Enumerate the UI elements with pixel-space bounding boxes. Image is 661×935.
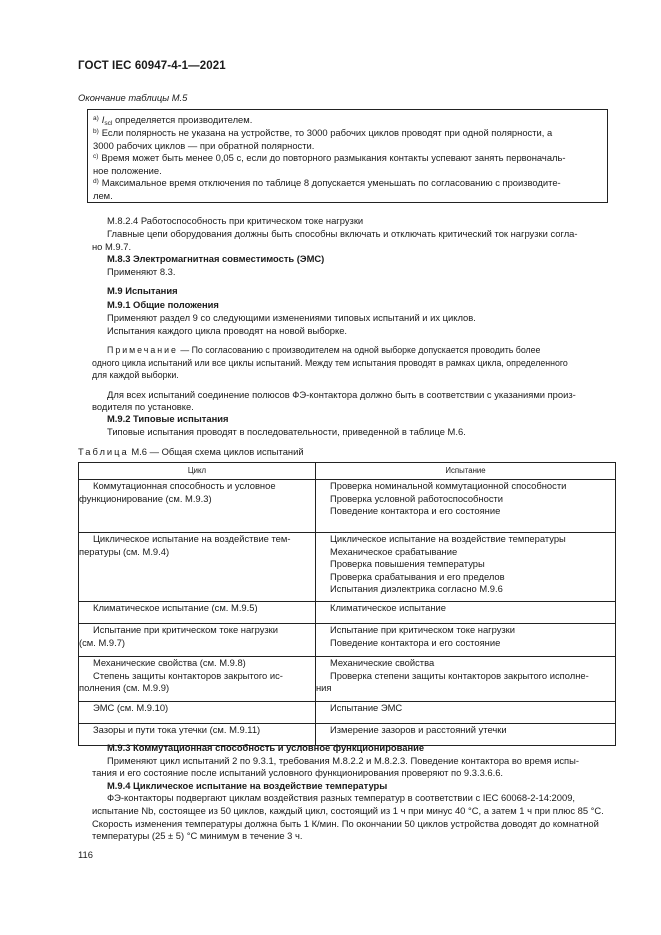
table-row bbox=[79, 533, 616, 602]
footnote-mark: a) bbox=[93, 115, 99, 122]
test-cell: Испытание ЭМС bbox=[316, 702, 616, 724]
section-m9-title: M.9 Испытания bbox=[107, 285, 178, 296]
cycle-cell: ЭМС (см. M.9.10) bbox=[79, 702, 316, 724]
table-row bbox=[79, 480, 616, 533]
test-cell: Циклическое испытание на воздействие температуры Механическое срабатывание Проверка повышения температуры Проверка срабатывания и его пределов Испытания диэлектрика согласно M.9.6 bbox=[316, 533, 616, 602]
footnote-text: Если полярность не указана на устройстве, то 3000 рабочих циклов проводят при одной полярности, а bbox=[101, 127, 553, 138]
cycle-cell: Зазоры и пути тока утечки (см. M.9.11) bbox=[79, 724, 316, 746]
paragraph-line: Скорость изменения температуры должна быть 1 К/мин. По окончании 50 циклов устройства доводят до комнатной bbox=[92, 818, 599, 829]
test-cell: Испытание при критическом токе нагрузки Поведение контактора и его состояние bbox=[316, 624, 616, 657]
test-cell: Климатическое испытание bbox=[316, 602, 616, 624]
page-number: 116 bbox=[78, 849, 93, 860]
cycle-cell: Циклическое испытание на воздействие тем- пературы (см. M.9.4) bbox=[79, 533, 316, 602]
test-cell: Механические свойства Проверка степени защиты контакторов закрытого исполне- ния bbox=[316, 657, 616, 702]
footnotes-box bbox=[87, 109, 608, 203]
table-row bbox=[79, 624, 616, 657]
footnote-c bbox=[93, 151, 601, 177]
footnote-d bbox=[93, 176, 601, 202]
footnote-mark: c) bbox=[93, 153, 99, 160]
cycle-cell: Испытание при критическом токе нагрузки (см. M.9.7) bbox=[79, 624, 316, 657]
note-line: Примечание — По согласованию с производителем на одной выборке допускается проводить более bbox=[107, 345, 541, 355]
column-header-cycle: Цикл bbox=[79, 463, 316, 480]
note-line: для каждой выборки. bbox=[92, 370, 179, 380]
table-row bbox=[79, 602, 616, 624]
footnote-text: Время может быть менее 0,05 с, если до повторного размыкания контакты успевают занять первоначаль- bbox=[101, 152, 566, 163]
section-m83-title: M.8.3 Электромагнитная совместимость (ЭМС) bbox=[107, 253, 325, 264]
test-cell: Проверка номинальной коммутационной способности Проверка условной работоспособности Поведение контактора и его состояние bbox=[316, 480, 616, 533]
footnote-text: определяется производителем. bbox=[114, 114, 253, 125]
test-cycles-table bbox=[78, 462, 616, 746]
table-header-row bbox=[79, 463, 616, 480]
section-m824-title: M.8.2.4 Работоспособность при критическом токе нагрузки bbox=[107, 215, 364, 226]
table-row bbox=[79, 657, 616, 702]
table-continuation-caption: Окончание таблицы M.5 bbox=[78, 92, 188, 103]
table-caption: Таблица M.6 — Общая схема циклов испытаний bbox=[78, 446, 304, 457]
paragraph-line: тания и его состояние после испытаний условного функционирования проверяют по 9.3.3.6.6. bbox=[92, 767, 504, 778]
column-header-test: Испытание bbox=[316, 463, 616, 480]
cycle-cell: Климатическое испытание (см. M.9.5) bbox=[79, 602, 316, 624]
footnote-text: Максимальное время отключения по таблице 8 допускается уменьшать по согласованию с производите- bbox=[101, 177, 561, 188]
paragraph-line: Типовые испытания проводят в последовательности, приведенной в таблице M.6. bbox=[107, 426, 466, 437]
test-cell: Измерение зазоров и расстояний утечки bbox=[316, 724, 616, 746]
paragraph-line: но M.9.7. bbox=[92, 241, 132, 252]
footnote-mark: b) bbox=[93, 128, 99, 135]
cycle-cell: Коммутационная способность и условное функционирование (см. M.9.3) bbox=[79, 480, 316, 533]
paragraph-line: температуры (25 ± 5) °С минимум в течение 3 ч. bbox=[92, 830, 303, 841]
paragraph-line: водителя по установке. bbox=[92, 401, 194, 412]
paragraph-line: Для всех испытаний соединение полюсов ФЭ-контактора должно быть в соответствии с указаниями произ- bbox=[107, 389, 576, 400]
cycle-cell: Механические свойства (см. M.9.8) Степень защиты контакторов закрытого ис- полнения (см. M.9.9) bbox=[79, 657, 316, 702]
footnote-text: лем. bbox=[93, 189, 113, 201]
paragraph-line: испытание Nb, состоящее из 50 циклов, каждый цикл, состоящий из 1 ч при минус 40 °С, а затем 1 ч при плюс 85 °С. bbox=[92, 805, 604, 816]
document-title: ГОСТ IEC 60947-4-1—2021 bbox=[78, 60, 226, 72]
paragraph-line: Применяют цикл испытаний 2 по 9.3.1, требования M.8.2.2 и M.8.2.3. Поведение контактора во время испы- bbox=[107, 755, 579, 766]
paragraph-line: Применяют 8.3. bbox=[107, 266, 176, 277]
paragraph-line: Применяют раздел 9 со следующими изменениями типовых испытаний и их циклов. bbox=[107, 312, 476, 323]
current-symbol: $I_{scl}$ bbox=[101, 114, 113, 127]
footnote-b bbox=[93, 126, 601, 152]
footnote-mark: d) bbox=[93, 178, 99, 185]
footnote-text: 3000 рабочих циклов — при обратной полярности. bbox=[93, 139, 315, 151]
section-m93-title: M.9.3 Коммутационная способность и условное функционирование bbox=[107, 742, 425, 753]
section-m94-title: M.9.4 Циклическое испытание на воздействие температуры bbox=[107, 780, 388, 791]
section-m92-title: M.9.2 Типовые испытания bbox=[107, 413, 229, 424]
paragraph-line: Главные цепи оборудования должны быть способны включать и отключать критический ток нагрузки согла- bbox=[107, 228, 578, 239]
paragraph-line: Испытания каждого цикла проводят на новой выборке. bbox=[107, 325, 348, 336]
section-m91-title: M.9.1 Общие положения bbox=[107, 299, 219, 310]
footnote-text: ное положение. bbox=[93, 164, 162, 176]
table-row bbox=[79, 702, 616, 724]
note-line: одного цикла испытаний или все циклы испытаний. Между тем испытания проводят в рамках цикла, определенного bbox=[92, 358, 568, 368]
paragraph-line: ФЭ-контакторы подвергают циклам воздействия разных температур в соответствии с IEC 60068-2-14:2009, bbox=[107, 792, 576, 803]
note-label: Примечание bbox=[107, 345, 178, 355]
